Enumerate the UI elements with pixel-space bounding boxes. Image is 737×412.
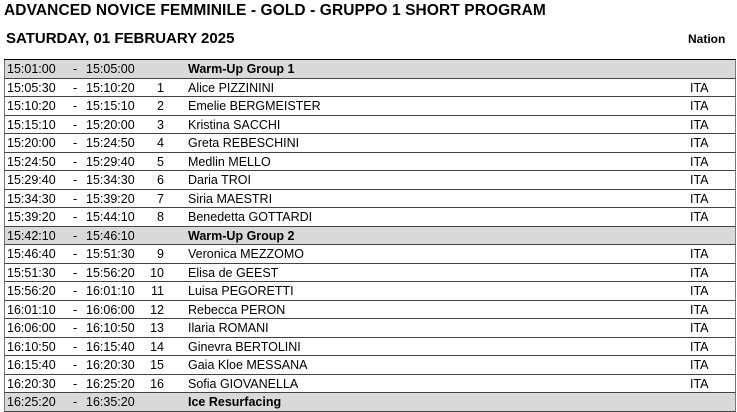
skater-name: Rebecca PERON (188, 302, 286, 317)
skater-name: Veronica MEZZOMO (188, 247, 304, 261)
nation-column-header: Nation (688, 32, 726, 46)
start-number: 5 (157, 154, 164, 169)
nation-code: ITA (690, 265, 709, 280)
schedule-row (4, 134, 736, 153)
start-time: 15:46:40 (7, 247, 56, 261)
end-time: 16:10:50 (86, 321, 135, 335)
session-label: Warm-Up Group 1 (188, 62, 295, 76)
nation-code: ITA (690, 302, 709, 317)
schedule-row (4, 338, 736, 357)
end-time: 15:05:00 (86, 62, 135, 76)
start-number: 8 (157, 210, 164, 224)
start-number: 2 (157, 99, 164, 113)
start-time: 15:01:00 (7, 62, 56, 76)
start-number: 11 (151, 284, 164, 298)
time-separator: - (73, 339, 78, 354)
nation-code: ITA (690, 80, 709, 95)
end-time: 15:20:00 (86, 117, 135, 132)
schedule-row (4, 79, 736, 98)
time-separator: - (73, 302, 78, 317)
time-separator: - (73, 62, 78, 76)
schedule-row (4, 97, 736, 116)
start-time: 16:20:30 (7, 376, 56, 391)
schedule-row (4, 356, 736, 375)
skater-name: Emelie BERGMEISTER (188, 99, 321, 113)
nation-code: ITA (690, 136, 709, 150)
start-number: 9 (157, 247, 164, 261)
end-time: 15:51:30 (86, 247, 135, 261)
session-label: Ice Resurfacing (188, 395, 282, 409)
time-separator: - (73, 247, 78, 261)
nation-code: ITA (690, 191, 709, 206)
start-number: 7 (157, 191, 164, 206)
schedule-row (4, 190, 736, 209)
time-separator: - (73, 99, 78, 113)
schedule-row (4, 171, 736, 190)
start-time: 15:24:50 (7, 154, 56, 169)
start-time: 15:56:20 (7, 284, 56, 298)
end-time: 15:15:10 (86, 99, 135, 113)
nation-code: ITA (690, 210, 709, 224)
end-time: 16:15:40 (86, 339, 135, 354)
schedule-row (4, 153, 736, 172)
nation-code: ITA (690, 99, 709, 113)
start-number: 3 (157, 117, 164, 132)
start-time: 15:10:20 (7, 99, 56, 113)
start-number: 13 (150, 321, 164, 335)
start-time: 15:51:30 (7, 265, 56, 280)
skater-name: Daria TROI (188, 173, 251, 187)
event-date: SATURDAY, 01 FEBRUARY 2025 (6, 30, 235, 47)
time-separator: - (73, 321, 78, 335)
start-time: 16:15:40 (7, 358, 56, 372)
nation-code: ITA (690, 358, 709, 372)
start-time: 15:29:40 (7, 173, 56, 187)
skater-name: Benedetta GOTTARDI (188, 210, 313, 224)
schedule-table (4, 59, 736, 412)
page-title: ADVANCED NOVICE FEMMINILE - GOLD - GRUPPO 1 SHORT PROGRAM (4, 2, 546, 19)
start-time: 15:15:10 (7, 117, 56, 132)
end-time: 15:29:40 (86, 154, 135, 169)
nation-code: ITA (690, 154, 709, 169)
nation-code: ITA (690, 117, 709, 132)
end-time: 15:24:50 (86, 136, 135, 150)
skater-name: Ilaria ROMANI (188, 321, 269, 335)
schedule-row (4, 116, 736, 135)
time-separator: - (73, 154, 78, 169)
skater-name: Luisa PEGORETTI (188, 284, 294, 298)
schedule-row (4, 301, 736, 320)
time-separator: - (73, 265, 78, 280)
end-time: 15:56:20 (86, 265, 135, 280)
start-number: 6 (157, 173, 164, 187)
nation-code: ITA (690, 321, 709, 335)
start-time: 15:05:30 (7, 80, 56, 95)
time-separator: - (73, 358, 78, 372)
skater-name: Gaia Kloe MESSANA (188, 358, 308, 372)
start-time: 16:25:20 (7, 395, 56, 409)
skater-name: Elisa de GEEST (188, 265, 279, 280)
end-time: 16:25:20 (86, 376, 135, 391)
end-time: 15:46:10 (86, 228, 135, 243)
schedule-row (4, 264, 736, 283)
start-number: 16 (150, 376, 164, 391)
time-separator: - (73, 80, 78, 95)
nation-code: ITA (690, 173, 709, 187)
time-separator: - (73, 228, 78, 243)
schedule-row (4, 319, 736, 338)
time-separator: - (73, 376, 78, 391)
time-separator: - (73, 284, 78, 298)
start-time: 15:20:00 (7, 136, 56, 150)
start-number: 4 (157, 136, 164, 150)
end-time: 15:34:30 (86, 173, 135, 187)
start-number: 15 (150, 358, 164, 372)
skater-name: Medlin MELLO (188, 154, 271, 169)
time-separator: - (73, 210, 78, 224)
skater-name: Greta REBESCHINI (188, 136, 300, 150)
skater-name: Alice PIZZININI (188, 80, 275, 95)
time-separator: - (73, 136, 78, 150)
schedule-band-row (4, 227, 736, 246)
schedule-row (4, 375, 736, 394)
end-time: 15:10:20 (86, 80, 135, 95)
end-time: 16:01:10 (86, 284, 135, 298)
nation-code: ITA (690, 376, 709, 391)
start-time: 15:39:20 (7, 210, 56, 224)
skater-name: Kristina SACCHI (188, 117, 281, 132)
start-number: 12 (150, 302, 164, 317)
skater-name: Sofia GIOVANELLA (188, 376, 299, 391)
time-separator: - (73, 395, 78, 409)
schedule-row (4, 208, 736, 227)
schedule-band-row (4, 393, 736, 412)
end-time: 16:35:20 (86, 395, 135, 409)
nation-code: ITA (690, 247, 709, 261)
end-time: 16:20:30 (86, 358, 135, 372)
skater-name: Siria MAESTRI (188, 191, 273, 206)
schedule-row (4, 282, 736, 301)
time-separator: - (73, 191, 78, 206)
schedule-row (4, 245, 736, 264)
start-time: 15:42:10 (7, 228, 56, 243)
schedule-band-row (4, 60, 736, 79)
session-label: Warm-Up Group 2 (188, 228, 295, 243)
end-time: 15:44:10 (86, 210, 135, 224)
start-number: 10 (150, 265, 164, 280)
time-separator: - (73, 173, 78, 187)
start-number: 14 (150, 339, 164, 354)
nation-code: ITA (690, 284, 709, 298)
start-time: 16:06:00 (7, 321, 56, 335)
end-time: 16:06:00 (86, 302, 135, 317)
start-number: 1 (157, 80, 164, 95)
skater-name: Ginevra BERTOLINI (188, 339, 301, 354)
start-time: 15:34:30 (7, 191, 56, 206)
time-separator: - (73, 117, 78, 132)
nation-code: ITA (690, 339, 709, 354)
start-time: 16:10:50 (7, 339, 56, 354)
start-time: 16:01:10 (7, 302, 56, 317)
end-time: 15:39:20 (86, 191, 135, 206)
